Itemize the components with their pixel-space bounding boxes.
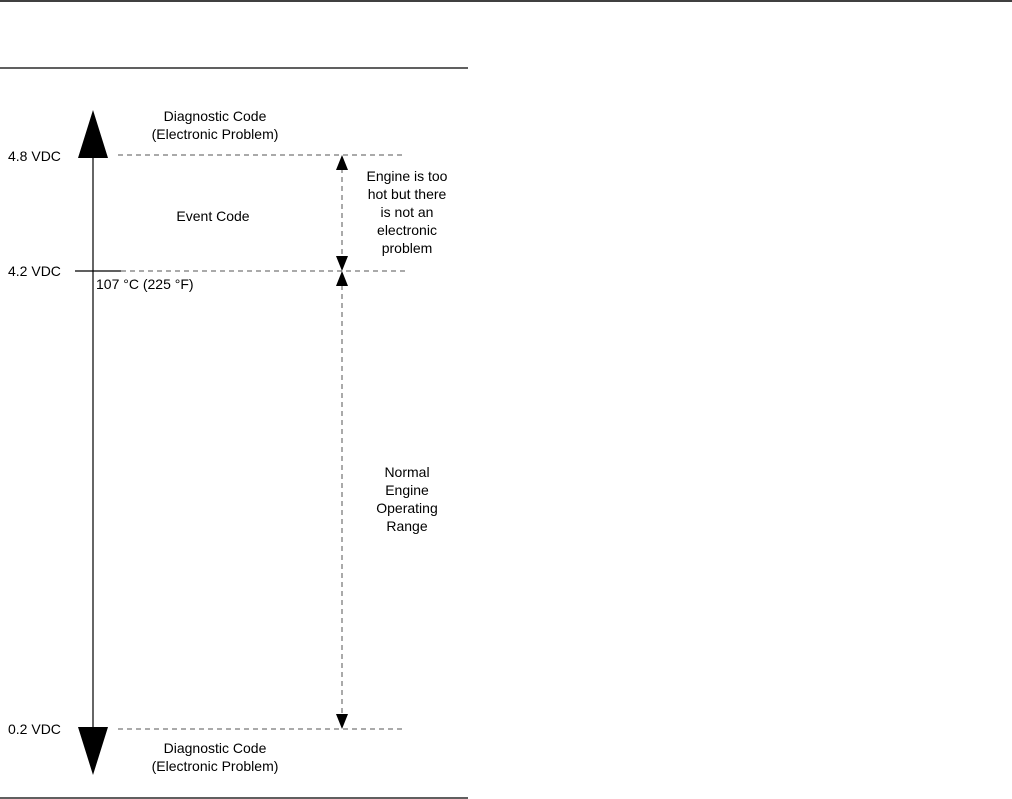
- axis-down-arrow-icon: [78, 727, 108, 775]
- voltage-label-event: 4.2 VDC: [8, 263, 61, 279]
- voltage-label-bottom: 0.2 VDC: [8, 721, 61, 737]
- event-code-label: Event Code: [176, 208, 250, 224]
- normal-down-arrow-icon: [336, 714, 348, 729]
- too-hot-down-arrow-icon: [336, 256, 348, 271]
- normal-up-arrow-icon: [336, 271, 348, 286]
- too-hot-note: Engine is too hot but there is not an electronic problem: [366, 168, 448, 256]
- bottom-diagnostic-code-label: Diagnostic Code (Electronic Problem): [151, 740, 279, 774]
- too-hot-up-arrow-icon: [336, 155, 348, 170]
- normal-range-note: Normal Engine Operating Range: [376, 464, 438, 534]
- voltage-label-top: 4.8 VDC: [8, 148, 61, 164]
- temperature-label: 107 °C (225 °F): [96, 276, 194, 292]
- top-diagnostic-code-label: Diagnostic Code (Electronic Problem): [151, 108, 279, 142]
- axis-up-arrow-icon: [78, 110, 108, 158]
